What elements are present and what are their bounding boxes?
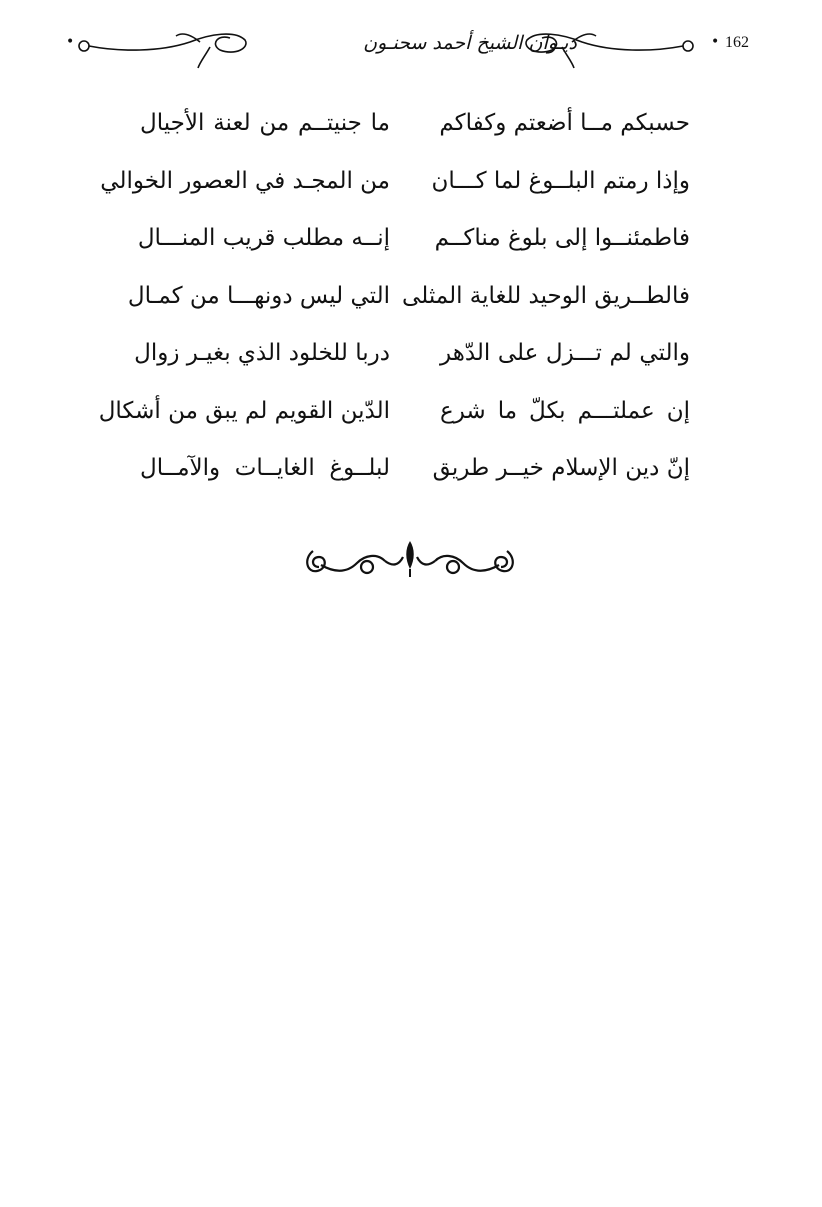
hemistich-left: التي ليس دونهـــا من كمـال <box>127 282 390 309</box>
hemistich-left: لبلــوغ الغايــات والآمــال <box>140 455 390 481</box>
verse <box>127 273 690 331</box>
verse <box>100 158 690 216</box>
closing-ornament-icon <box>305 537 515 585</box>
verse <box>130 100 690 158</box>
hemistich-right: وإذا رمتم البلــوغ لما كـــان <box>431 167 690 194</box>
hemistich-right: فالطــريق الوحيد للغاية المثلى <box>402 282 690 309</box>
verse <box>130 445 690 503</box>
header-bullet-right: • <box>711 34 720 50</box>
hemistich-left: ما جنيتــم من لعنة الأجيال <box>140 110 390 136</box>
hemistich-right: والتي لم تـــزل على الدّهر <box>440 340 690 366</box>
hemistich-left: الدّين القويم لم يبق من أشكال <box>98 397 390 424</box>
verse <box>130 215 690 273</box>
page-number: 162 <box>725 34 749 51</box>
verse <box>130 330 690 388</box>
hemistich-right: فاطمئنــوا إلى بلوغ مناكــم <box>434 225 690 251</box>
hemistich-right: إن عملتـــم بكلّ ما شرع <box>440 397 690 424</box>
left-flourish-icon <box>79 34 246 68</box>
hemistich-right: إنّ دين الإسلام خيــر طريق <box>432 455 690 481</box>
hemistich-left: إنــه مطلب قريب المنـــال <box>137 225 390 251</box>
poem <box>98 100 690 503</box>
verse <box>98 388 690 446</box>
running-head-title: ديـوان الشيخ أحمد سحنـون <box>363 32 577 54</box>
page-header <box>60 22 760 72</box>
header-bullet-left: • <box>66 34 75 50</box>
hemistich-right: حسبكم مــا أضعتم وكفاكم <box>439 110 690 136</box>
hemistich-left: من المجـد في العصور الخوالي <box>100 167 390 194</box>
hemistich-left: دربا للخلود الذي بغيـر زوال <box>134 340 390 366</box>
